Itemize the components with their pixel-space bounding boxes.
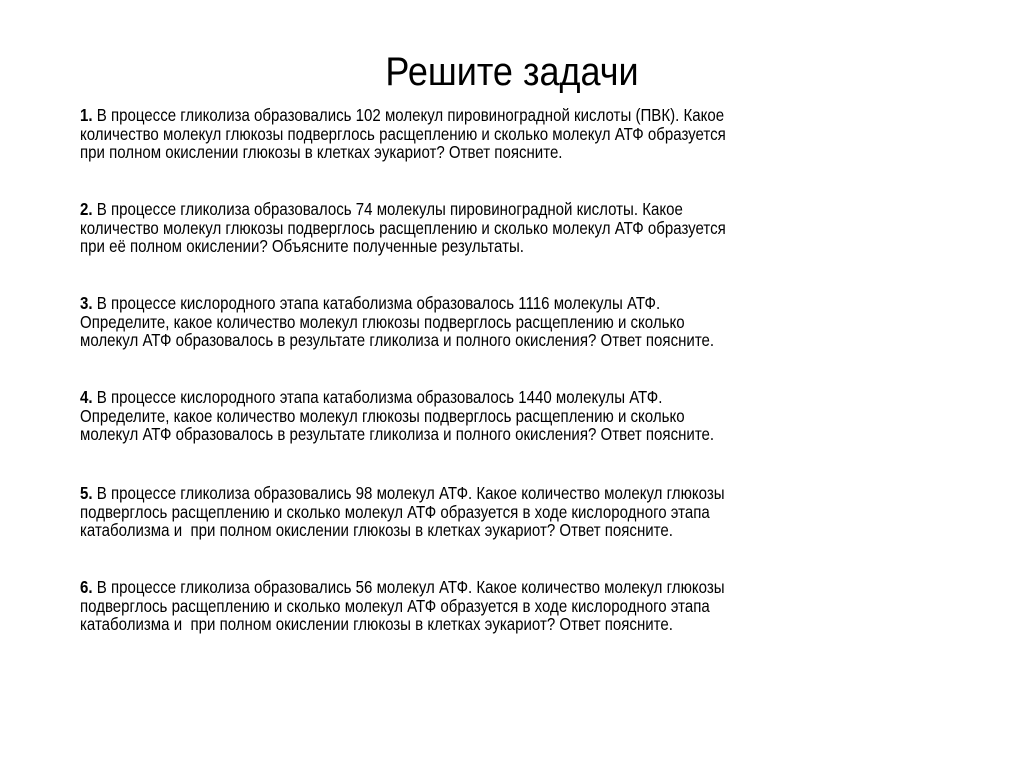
- task-2: [80, 200, 980, 256]
- task-line: [80, 200, 854, 219]
- task-line: [80, 219, 854, 238]
- task-line: [80, 125, 854, 144]
- task-text: количество молекул глюкозы подверглось расщеплению и сколько молекул АТФ образуется: [80, 217, 726, 238]
- task-text: молекул АТФ образовалось в результате гликолиза и полного окисления? Ответ поясните.: [80, 330, 715, 351]
- task-text: В процессе гликолиза образовались 98 молекул АТФ. Какое количество молекул глюкозы: [92, 483, 725, 503]
- task-text: молекул АТФ образовалось в результате гликолиза и полного окисления? Ответ поясните.: [80, 424, 715, 445]
- task-text: подверглось расщеплению и сколько молекул АТФ образуется в ходе кислородного этапа: [80, 595, 710, 616]
- task-line: [80, 106, 854, 125]
- task-number: 1.: [80, 105, 93, 125]
- task-line: [80, 143, 854, 162]
- task-5: [80, 484, 980, 540]
- task-line: [80, 294, 854, 313]
- task-text: В процессе кислородного этапа катаболизма образовалось 1116 молекулы АТФ.: [92, 293, 661, 313]
- slide-title: Решите задачи: [385, 50, 639, 94]
- task-line: [80, 484, 854, 503]
- task-text: В процессе гликолиза образовались 102 молекул пировиноградной кислоты (ПВК). Какое: [92, 105, 725, 125]
- task-text: Определите, какое количество молекул глюкозы подверглось расщеплению и сколько: [80, 311, 685, 332]
- task-line: [80, 521, 854, 540]
- task-line: [80, 331, 854, 350]
- task-text: катаболизма и при полном окислении глюкозы в клетках эукариот? Ответ поясните.: [80, 520, 673, 541]
- task-text: В процессе гликолиза образовались 56 молекул АТФ. Какое количество молекул глюкозы: [92, 577, 725, 597]
- task-line: [80, 313, 854, 332]
- task-text: подверглось расщеплению и сколько молекул АТФ образуется в ходе кислородного этапа: [80, 501, 710, 522]
- task-line: [80, 388, 854, 407]
- task-text: В процессе гликолиза образовалось 74 молекулы пировиноградной кислоты. Какое: [92, 199, 683, 219]
- task-line: [80, 425, 854, 444]
- task-number: 6.: [80, 577, 93, 597]
- task-3: [80, 294, 980, 350]
- task-text: при её полном окислении? Объясните полученные результаты.: [80, 236, 524, 257]
- task-text: катаболизма и при полном окислении глюкозы в клетках эукариот? Ответ поясните.: [80, 614, 673, 635]
- task-number: 3.: [80, 293, 93, 313]
- task-text: при полном окислении глюкозы в клетках эукариот? Ответ поясните.: [80, 142, 563, 163]
- task-line: [80, 578, 854, 597]
- task-text: Определите, какое количество молекул глюкозы подверглось расщеплению и сколько: [80, 405, 685, 426]
- task-text: количество молекул глюкозы подверглось расщеплению и сколько молекул АТФ образуется: [80, 123, 726, 144]
- task-line: [80, 503, 854, 522]
- task-6: [80, 578, 980, 634]
- task-number: 5.: [80, 483, 93, 503]
- task-text: В процессе кислородного этапа катаболизма образовалось 1440 молекулы АТФ.: [92, 387, 663, 407]
- task-line: [80, 615, 854, 634]
- task-4: [80, 388, 980, 444]
- task-line: [80, 407, 854, 426]
- task-1: [80, 106, 980, 162]
- task-line: [80, 597, 854, 616]
- task-number: 2.: [80, 199, 93, 219]
- task-number: 4.: [80, 387, 93, 407]
- task-line: [80, 237, 854, 256]
